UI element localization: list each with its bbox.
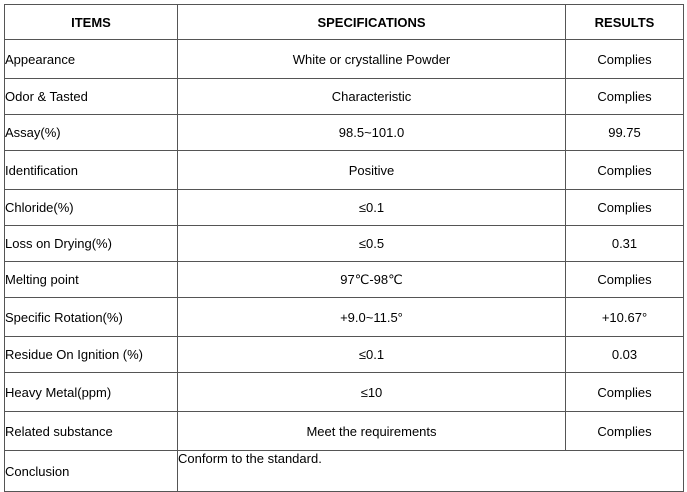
spec-cell: ≤0.1 — [178, 190, 566, 226]
header-results: RESULTS — [566, 5, 684, 40]
item-cell: Identification — [5, 151, 178, 190]
item-cell: Melting point — [5, 262, 178, 298]
spec-cell: 97℃-98℃ — [178, 262, 566, 298]
result-cell: Complies — [566, 190, 684, 226]
table-row — [5, 40, 684, 79]
result-cell: Complies — [566, 151, 684, 190]
result-cell: Complies — [566, 412, 684, 451]
result-cell: 0.03 — [566, 337, 684, 373]
result-cell: +10.67° — [566, 298, 684, 337]
table-row — [5, 115, 684, 151]
table-row — [5, 373, 684, 412]
result-cell: Complies — [566, 79, 684, 115]
item-cell: Specific Rotation(%) — [5, 298, 178, 337]
specification-table — [4, 4, 684, 492]
table-row — [5, 298, 684, 337]
item-cell: Residue On Ignition (%) — [5, 337, 178, 373]
spec-cell: ≤0.5 — [178, 226, 566, 262]
result-cell: Complies — [566, 40, 684, 79]
header-items: ITEMS — [5, 5, 178, 40]
item-cell: Related substance — [5, 412, 178, 451]
item-cell: Odor & Tasted — [5, 79, 178, 115]
table-row — [5, 151, 684, 190]
table-row — [5, 226, 684, 262]
table-row — [5, 412, 684, 451]
spec-cell: +9.0~11.5° — [178, 298, 566, 337]
spec-cell: ≤10 — [178, 373, 566, 412]
table-row — [5, 262, 684, 298]
spec-cell: White or crystalline Powder — [178, 40, 566, 79]
header-specifications: SPECIFICATIONS — [178, 5, 566, 40]
table-row — [5, 79, 684, 115]
item-cell: Chloride(%) — [5, 190, 178, 226]
conclusion-text: Conform to the standard. — [178, 451, 684, 492]
spec-cell: Characteristic — [178, 79, 566, 115]
table-row — [5, 337, 684, 373]
item-cell: Heavy Metal(ppm) — [5, 373, 178, 412]
table-row — [5, 190, 684, 226]
header-row — [5, 5, 684, 40]
result-cell: 99.75 — [566, 115, 684, 151]
conclusion-row — [5, 451, 684, 492]
spec-cell: Positive — [178, 151, 566, 190]
spec-cell: ≤0.1 — [178, 337, 566, 373]
item-cell: Loss on Drying(%) — [5, 226, 178, 262]
result-cell: Complies — [566, 373, 684, 412]
conclusion-label: Conclusion — [5, 451, 178, 492]
result-cell: Complies — [566, 262, 684, 298]
item-cell: Appearance — [5, 40, 178, 79]
spec-cell: 98.5~101.0 — [178, 115, 566, 151]
item-cell: Assay(%) — [5, 115, 178, 151]
result-cell: 0.31 — [566, 226, 684, 262]
spec-cell: Meet the requirements — [178, 412, 566, 451]
